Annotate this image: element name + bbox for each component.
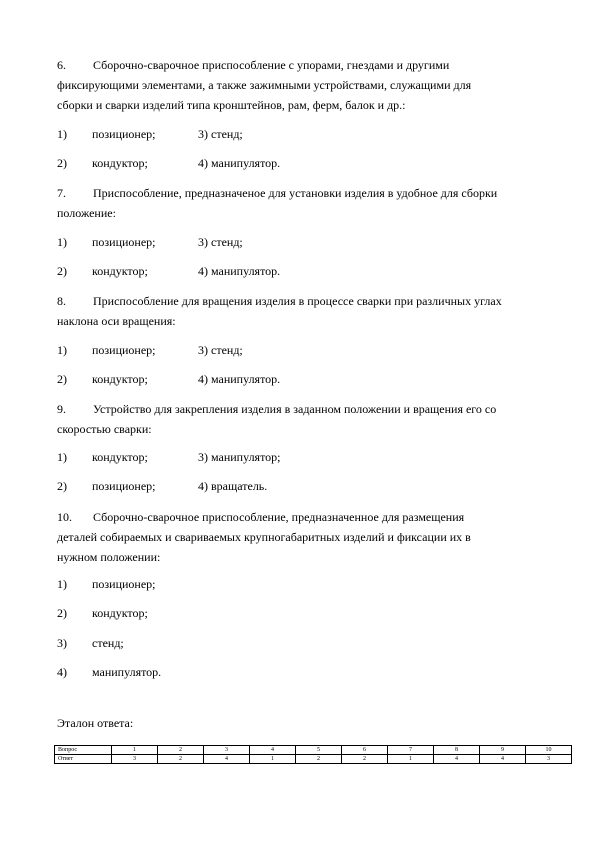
question-10-line-2: деталей собираемых и свариваемых крупногабаритных изделий и фиксации их в	[57, 530, 471, 544]
option-number: 2)	[57, 606, 67, 620]
answer-key-title: Эталон ответа:	[57, 716, 134, 730]
answer-cell: 1	[388, 755, 434, 764]
answer-cell: 1	[250, 755, 296, 764]
question-10-line-1	[57, 507, 567, 527]
option-a: позиционер;	[92, 343, 156, 357]
option-number: 4)	[57, 665, 67, 679]
option-a: кондуктор;	[92, 372, 148, 386]
question-6-line-3: сборки и сварки изделий типа кронштейнов, рам, ферм, балок и др.:	[57, 98, 406, 112]
question-cell: 9	[480, 746, 526, 755]
question-number: 10.	[57, 510, 72, 524]
question-8-line-1	[57, 291, 567, 311]
question-6-line-1	[57, 55, 567, 75]
option-a: кондуктор;	[92, 606, 148, 620]
question-number: 8.	[57, 294, 66, 308]
answer-cell: 4	[204, 755, 250, 764]
question-text: Приспособление для вращения изделия в процессе сварки при различных углах	[93, 294, 502, 308]
question-text: Сборочно-сварочное приспособление с упорами, гнездами и другими	[93, 58, 450, 72]
option-number: 1)	[57, 127, 67, 141]
question-10	[57, 507, 567, 567]
answer-cell: 3	[526, 755, 572, 764]
question-number: 9.	[57, 402, 66, 416]
question-7-line-2: положение:	[57, 206, 116, 220]
question-cell: 10	[526, 746, 572, 755]
question-10-line-3: нужном положении:	[57, 550, 161, 564]
option-a: позиционер;	[92, 479, 156, 493]
row-label-answer: Ответ	[55, 755, 112, 764]
question-cell: 1	[112, 746, 158, 755]
answer-cell: 2	[296, 755, 342, 764]
question-cell: 3	[204, 746, 250, 755]
question-text: Приспособление, предназначеное для установки изделия в удобное для сборки	[93, 186, 498, 200]
question-text: Сборочно-сварочное приспособление, предназначенное для размещения	[93, 510, 465, 524]
option-number: 1)	[57, 450, 67, 464]
answer-key-question-row	[55, 746, 572, 755]
answer-key-table	[54, 745, 572, 764]
option-number: 1)	[57, 343, 67, 357]
option-b: 4) манипулятор.	[198, 156, 281, 170]
option-number: 1)	[57, 235, 67, 249]
option-a: кондуктор;	[92, 450, 148, 464]
option-a: стенд;	[92, 636, 124, 650]
question-9-line-1	[57, 399, 567, 419]
question-cell: 2	[158, 746, 204, 755]
question-cell: 4	[250, 746, 296, 755]
option-a: кондуктор;	[92, 156, 148, 170]
question-text: Устройство для закрепления изделия в заданном положении и вращения его со	[93, 402, 497, 416]
question-6	[57, 55, 567, 115]
question-number: 6.	[57, 58, 66, 72]
option-b: 3) стенд;	[198, 343, 243, 357]
question-cell: 7	[388, 746, 434, 755]
option-b: 4) манипулятор.	[198, 264, 281, 278]
option-b: 4) вращатель.	[198, 479, 268, 493]
option-a: позиционер;	[92, 577, 156, 591]
option-b: 3) стенд;	[198, 235, 243, 249]
option-a: позиционер;	[92, 235, 156, 249]
option-number: 3)	[57, 636, 67, 650]
option-number: 2)	[57, 479, 67, 493]
option-b: 3) стенд;	[198, 127, 243, 141]
answer-cell: 4	[480, 755, 526, 764]
option-a: позиционер;	[92, 127, 156, 141]
question-cell: 5	[296, 746, 342, 755]
row-label-question: Вопрос	[55, 746, 112, 755]
question-8-line-2: наклона оси вращения:	[57, 314, 176, 328]
answer-cell: 4	[434, 755, 480, 764]
question-9	[57, 399, 567, 439]
question-number: 7.	[57, 186, 66, 200]
option-a: манипулятор.	[92, 665, 162, 679]
option-b: 3) манипулятор;	[198, 450, 281, 464]
option-number: 1)	[57, 577, 67, 591]
answer-cell: 2	[342, 755, 388, 764]
question-cell: 6	[342, 746, 388, 755]
answer-cell: 3	[112, 755, 158, 764]
option-number: 2)	[57, 264, 67, 278]
question-9-line-2: скоростью сварки:	[57, 422, 152, 436]
option-a: кондуктор;	[92, 264, 148, 278]
question-8	[57, 291, 567, 331]
question-7-line-1	[57, 183, 567, 203]
question-cell: 8	[434, 746, 480, 755]
option-b: 4) манипулятор.	[198, 372, 281, 386]
answer-key-answer-row	[55, 755, 572, 764]
option-number: 2)	[57, 156, 67, 170]
question-6-line-2: фиксирующими элементами, а также зажимными устройствами, служащими для	[57, 78, 472, 92]
option-number: 2)	[57, 372, 67, 386]
question-7	[57, 183, 567, 223]
answer-cell: 2	[158, 755, 204, 764]
